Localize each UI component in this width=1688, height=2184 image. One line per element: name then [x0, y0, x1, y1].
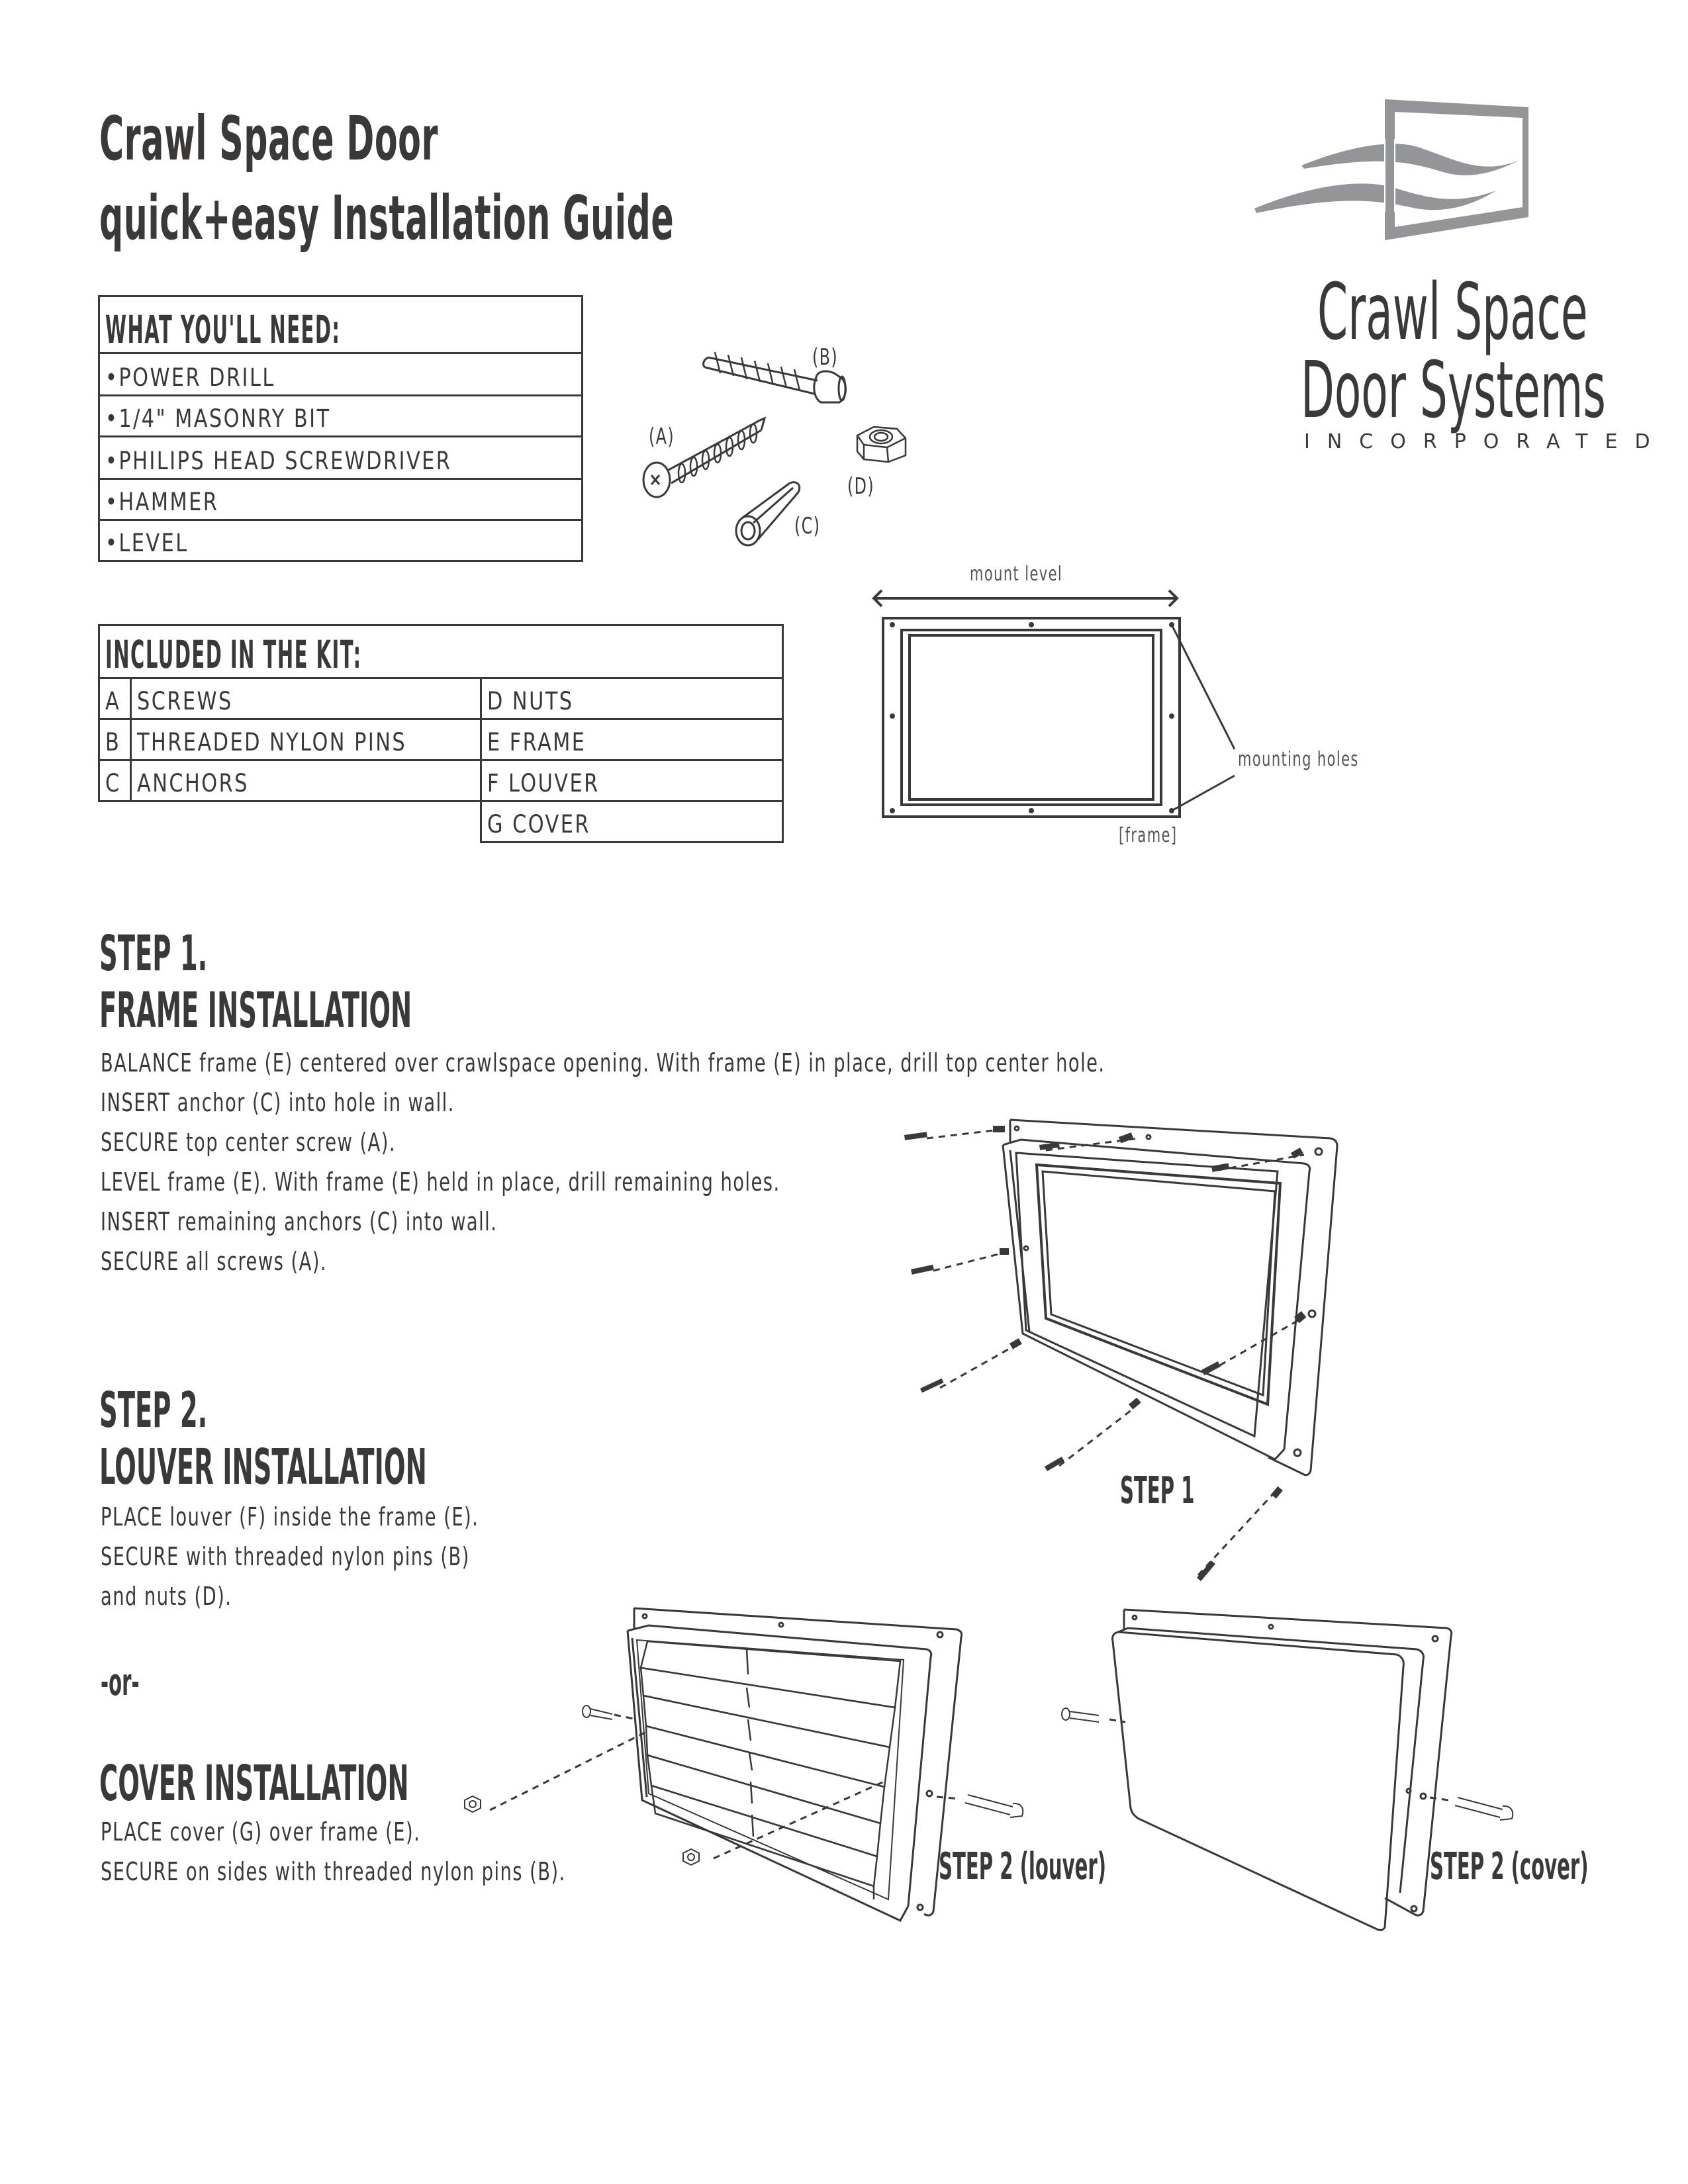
kit-item: F LOUVER	[481, 760, 782, 801]
step2-louver-figure-label: STEP 2 (louver)	[939, 1845, 1107, 1888]
step1-section	[99, 925, 700, 1039]
step2-subheading: LOUVER INSTALLATION	[99, 1439, 427, 1496]
kit-letter: B	[99, 719, 131, 760]
kit-heading: INCLUDED IN THE KIT:	[105, 632, 362, 677]
instruction-line: INSERT remaining anchors (C) into wall.	[101, 1207, 498, 1236]
kit-letter: A	[99, 678, 131, 719]
tool-item: •PHILIPS HEAD SCREWDRIVER	[99, 437, 583, 479]
step1-subheading: FRAME INSTALLATION	[99, 982, 412, 1039]
tool-item: •POWER DRILL	[99, 353, 583, 396]
kit-letter: C	[99, 760, 131, 801]
instruction-line: and nuts (D).	[101, 1582, 232, 1611]
tool-item: •LEVEL	[99, 520, 583, 561]
instruction-line: SECURE on sides with threaded nylon pins (B).	[101, 1857, 566, 1886]
kit-item: D NUTS	[481, 678, 782, 719]
kit-heading-cell	[99, 625, 783, 678]
instruction-line: PLACE louver (F) inside the frame (E).	[101, 1502, 479, 1531]
document-title	[99, 99, 1145, 258]
logo-name-line-1: Crawl Space	[1317, 266, 1588, 357]
frame-caption: [frame]	[1119, 824, 1178, 847]
or-separator: -or-	[101, 1661, 140, 1704]
step1-illustration	[880, 1092, 1357, 1529]
instruction-line: SECURE top center screw (A).	[101, 1128, 396, 1157]
step1-heading: STEP 1.	[99, 925, 208, 982]
part-label-d: (D)	[847, 473, 875, 500]
part-label-b: (B)	[812, 344, 839, 371]
tool-item: •1/4" MASONRY BIT	[99, 396, 583, 437]
instruction-line: INSERT anchor (C) into hole in wall.	[101, 1088, 455, 1117]
kit-item: E FRAME	[481, 719, 782, 760]
logo-tagline: INCORPORATED	[1304, 430, 1667, 453]
step1-figure-label: STEP 1	[1120, 1469, 1195, 1512]
mount-level-label: mount level	[970, 563, 1063, 586]
instruction-line: SECURE with threaded nylon pins (B)	[101, 1542, 470, 1571]
mounting-holes-label: mounting holes	[1238, 748, 1359, 771]
instruction-line: PLACE cover (G) over frame (E).	[101, 1817, 421, 1846]
frame-diagram	[861, 556, 1390, 860]
tool-item: •HAMMER	[99, 479, 583, 520]
part-label-c: (C)	[794, 513, 821, 539]
frame-outline-icon	[861, 556, 1390, 860]
step2-louver-illustration	[450, 1575, 1112, 1933]
step2-cover-illustration	[1046, 1575, 1589, 1933]
tools-heading: WHAT YOU'LL NEED:	[105, 307, 341, 352]
instruction-line: SECURE all screws (A).	[101, 1247, 327, 1276]
logo-wave-frame-icon	[1231, 99, 1575, 258]
kit-table	[98, 624, 784, 843]
instruction-line: LEVEL frame (E). With frame (E) held in place, drill remaining holes.	[101, 1167, 780, 1197]
title-line-1: Crawl Space Door	[99, 103, 438, 174]
tools-heading-cell	[99, 296, 583, 353]
cover-installation-heading: COVER INSTALLATION	[99, 1755, 409, 1812]
tools-table	[98, 295, 583, 562]
hardware-parts-diagram	[629, 324, 927, 556]
company-logo	[1231, 99, 1667, 457]
kit-item: SCREWS	[130, 678, 481, 719]
title-line-2: quick+easy Installation Guide	[99, 183, 675, 253]
frame-install-icon	[880, 1092, 1357, 1529]
kit-item: ANCHORS	[130, 760, 481, 801]
part-label-a: (A)	[649, 424, 675, 450]
kit-item: THREADED NYLON PINS	[130, 719, 481, 760]
logo-name-line-2: Door Systems	[1301, 344, 1606, 435]
kit-item: G COVER	[481, 801, 782, 842]
step2-cover-figure-label: STEP 2 (cover)	[1430, 1845, 1589, 1888]
step2-heading: STEP 2.	[99, 1382, 208, 1439]
instruction-line: BALANCE frame (E) centered over crawlspace opening. With frame (E) in place, drill top center hole.	[101, 1048, 1105, 1077]
step2-section	[99, 1382, 729, 1496]
